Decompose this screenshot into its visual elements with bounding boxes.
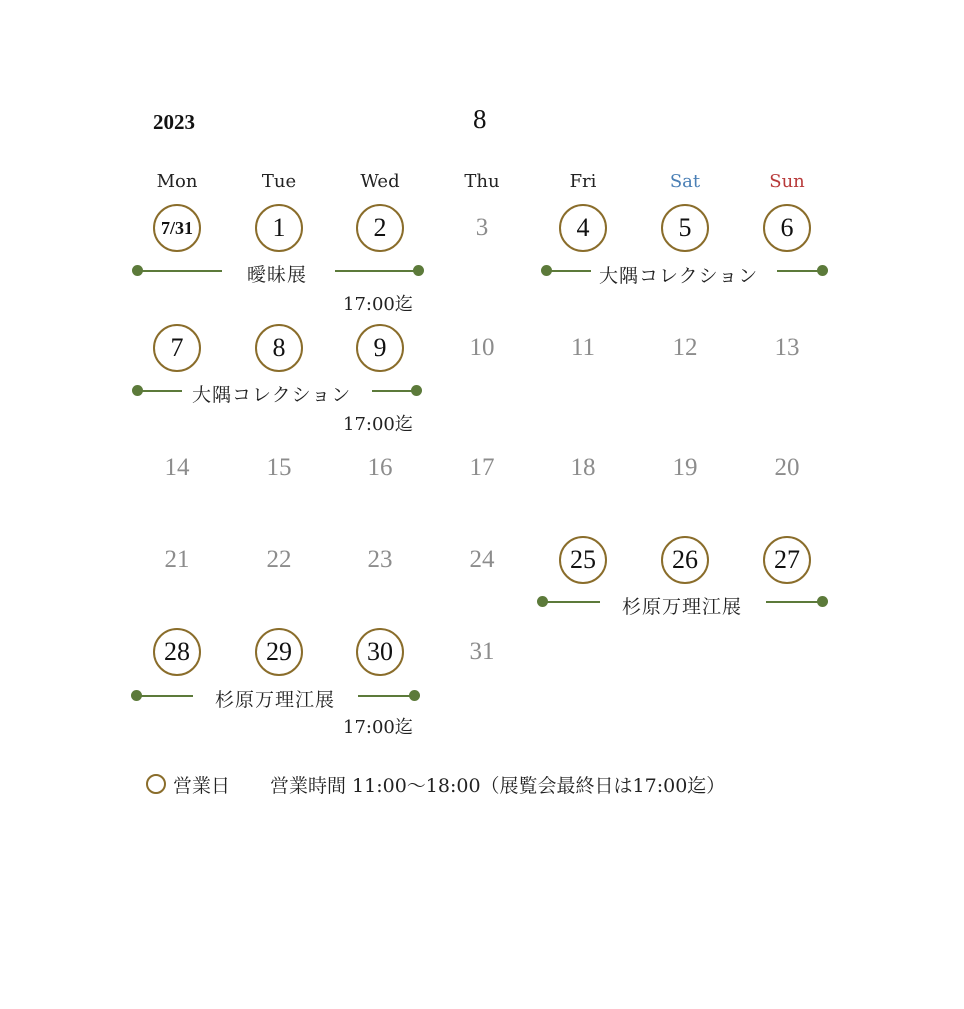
- day-number: 13: [774, 334, 800, 361]
- day-number: 28: [153, 628, 201, 676]
- month-label: 8: [473, 104, 487, 134]
- day-cell[interactable]: [340, 322, 420, 374]
- day-cell[interactable]: [239, 534, 319, 586]
- exhibition-bar-right: [777, 270, 822, 272]
- day-number: 17: [469, 454, 495, 481]
- day-number: 10: [469, 334, 495, 361]
- exhibition-closing-time: 17:00迄: [343, 294, 413, 315]
- day-cell[interactable]: [747, 202, 827, 254]
- day-number: 15: [266, 454, 292, 481]
- weekday-thu: Thu: [464, 171, 500, 192]
- weekday-sat: Sat: [669, 171, 701, 192]
- day-cell[interactable]: [543, 202, 623, 254]
- day-cell[interactable]: [442, 442, 522, 494]
- exhibition-name: 曖昧展: [247, 264, 308, 286]
- day-cell[interactable]: [645, 202, 725, 254]
- day-number: 21: [164, 546, 190, 573]
- day-cell[interactable]: [137, 442, 217, 494]
- day-number: 12: [672, 334, 698, 361]
- day-number: 1: [255, 204, 303, 252]
- exhibition-bar-left: [543, 601, 600, 603]
- weekday-mon: Mon: [156, 171, 198, 192]
- day-number: 14: [164, 454, 190, 481]
- exhibition-bar-right: [372, 390, 416, 392]
- day-cell[interactable]: [340, 534, 420, 586]
- exhibition-bar-right: [766, 601, 822, 603]
- day-number: 4: [559, 204, 607, 252]
- exhibition-name: 杉原万理江展: [215, 689, 336, 711]
- day-number: 29: [255, 628, 303, 676]
- day-cell[interactable]: [442, 322, 522, 374]
- day-number: 8: [255, 324, 303, 372]
- day-cell[interactable]: [543, 534, 623, 586]
- day-number: 22: [266, 546, 292, 573]
- day-cell[interactable]: [543, 322, 623, 374]
- exhibition-bar-left: [137, 695, 193, 697]
- day-cell[interactable]: [340, 442, 420, 494]
- day-cell[interactable]: [747, 534, 827, 586]
- open-day-ring-icon: [146, 774, 166, 794]
- day-number: 2: [356, 204, 404, 252]
- legend-open-day: 営業日: [173, 775, 231, 797]
- weekday-wed: Wed: [360, 171, 400, 192]
- exhibition-bar-right: [358, 695, 414, 697]
- day-cell[interactable]: [747, 442, 827, 494]
- day-cell[interactable]: [137, 626, 217, 678]
- day-cell[interactable]: [645, 322, 725, 374]
- day-cell[interactable]: [137, 534, 217, 586]
- legend-business-hours: 営業時間 11:00〜18:00（展覧会最終日は17:00迄）: [270, 775, 726, 797]
- day-number: 11: [570, 334, 596, 361]
- day-cell[interactable]: [645, 442, 725, 494]
- exhibition-bar-left: [138, 390, 182, 392]
- exhibition-closing-time: 17:00迄: [343, 717, 413, 738]
- day-cell[interactable]: [442, 202, 522, 254]
- exhibition-name: 大隅コレクション: [599, 265, 759, 287]
- exhibition-bar-left: [547, 270, 591, 272]
- day-number: 19: [672, 454, 698, 481]
- day-cell[interactable]: [442, 626, 522, 678]
- day-number: 18: [570, 454, 596, 481]
- day-number: 27: [763, 536, 811, 584]
- day-cell[interactable]: [645, 534, 725, 586]
- day-cell[interactable]: [442, 534, 522, 586]
- day-cell[interactable]: [137, 202, 217, 254]
- day-number: 26: [661, 536, 709, 584]
- weekday-tue: Tue: [261, 171, 297, 192]
- exhibition-end-dot: [411, 385, 422, 396]
- exhibition-closing-time: 17:00迄: [343, 414, 413, 435]
- exhibition-bar-left: [138, 270, 222, 272]
- day-cell[interactable]: [747, 322, 827, 374]
- day-cell[interactable]: [239, 442, 319, 494]
- day-cell[interactable]: [340, 626, 420, 678]
- exhibition-end-dot: [817, 596, 828, 607]
- exhibition-end-dot: [413, 265, 424, 276]
- weekday-sun: Sun: [769, 171, 805, 192]
- day-cell[interactable]: [239, 202, 319, 254]
- day-number: 9: [356, 324, 404, 372]
- day-cell[interactable]: [239, 626, 319, 678]
- day-number: 16: [367, 454, 393, 481]
- day-cell[interactable]: [137, 322, 217, 374]
- year-label: 2023: [153, 110, 195, 134]
- weekday-fri: Fri: [569, 171, 597, 192]
- day-number: 24: [469, 546, 495, 573]
- exhibition-end-dot: [817, 265, 828, 276]
- day-number: 5: [661, 204, 709, 252]
- day-cell[interactable]: [543, 442, 623, 494]
- day-cell[interactable]: [340, 202, 420, 254]
- day-number: 3: [475, 214, 489, 241]
- day-number: 20: [774, 454, 800, 481]
- day-number: 23: [367, 546, 393, 573]
- day-number: 30: [356, 628, 404, 676]
- day-number: 7: [153, 324, 201, 372]
- day-number: 6: [763, 204, 811, 252]
- day-cell[interactable]: [239, 322, 319, 374]
- exhibition-name: 杉原万理江展: [622, 596, 743, 618]
- exhibition-bar-right: [335, 270, 418, 272]
- day-number: 7/31: [153, 204, 201, 252]
- day-number: 31: [469, 638, 495, 665]
- exhibition-end-dot: [409, 690, 420, 701]
- day-number: 25: [559, 536, 607, 584]
- exhibition-name: 大隅コレクション: [192, 384, 352, 406]
